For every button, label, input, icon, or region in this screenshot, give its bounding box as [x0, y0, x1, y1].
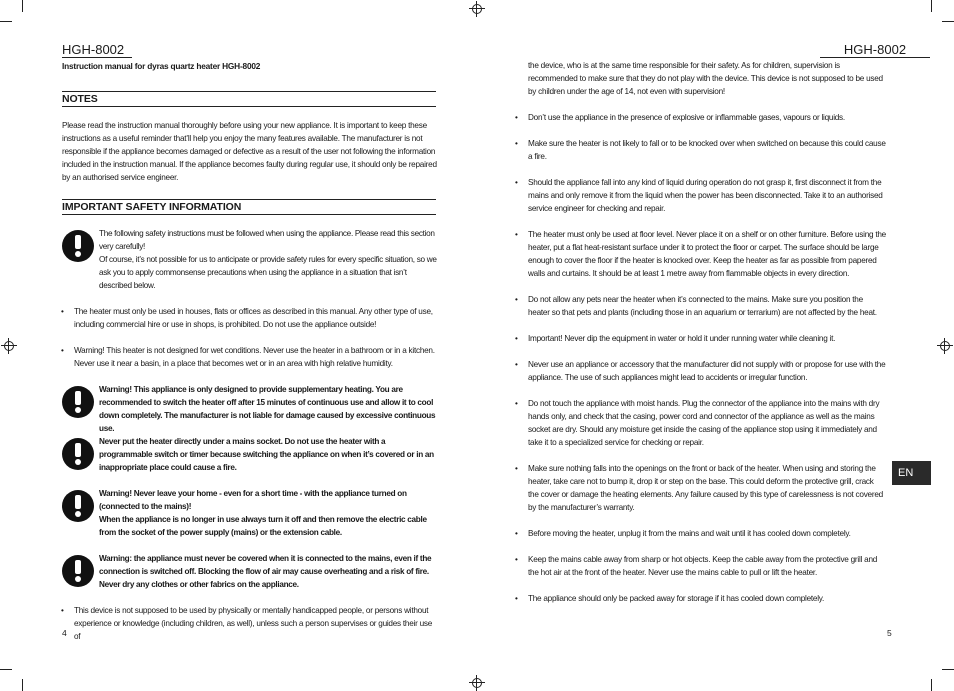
warning-text: Warning! This appliance is only designed to provide supplementary heating. You are recommended to switch the heater off after 15 minutes of continuous use and allow it to cool down completely. The manufacturer is not liable for damage caused by excessive continuous use.	[99, 385, 436, 433]
bullet-text: Never use an appliance or accessory that the manufacturer did not supply with or propose for use with the appliance. The use of such appliances might lead to accidents or irregular function.	[528, 360, 886, 382]
warning-block	[62, 488, 438, 542]
crop-mark	[931, 0, 932, 12]
bullet-text: Do not touch the appliance with moist hands. Plug the connector of the appliance into the mains with dry hands only, and check that the casing, power cord and connector of the appliance as well as the mains socket are dry. Should any moisture get inside the casing of the appliance stop using it immediately and take it to a specialized service for checking or repair.	[528, 399, 880, 447]
bullet-text: The heater must only be used in houses, flats or offices as described in this manual. Any other type of use, including commercial hire or use in shops, is prohibited. Do not use the appliance outside!	[74, 307, 433, 329]
bullet-item: • Make sure nothing falls into the openings on the front or back of the heater. When using and storing the heater, take care not to bump it, drop it or step on the base. This could deform the protective grill, crack the cover or damage the heating elements. Any failure caused by this type of carelessness is not covered by the manufacturer’s warranty.	[515, 464, 883, 512]
notes-heading: NOTES	[62, 91, 436, 107]
registration-mark-icon	[3, 340, 15, 352]
warning-icon	[62, 490, 94, 522]
bullet-text: The heater must only be used at floor level. Never place it on a shelf or on other furniture. Before using the heater, put a flat heat-resistant surface under it to protect the floor or carpet. The surface should be large enough to cover the floor if the heater is knocked over. Keep the heater as far as possible from papered walls and curtains. It should be at least 1 metre away from flammable objects in every direction.	[528, 230, 886, 278]
bullet-text: This device is not supposed to be used by physically or mentally handicapped people, or persons without experience or knowledge (including children, as well), unless such a person supervises or guides their use of	[74, 606, 433, 641]
bullet-item: • Never use an appliance or accessory that the manufacturer did not supply with or propose for use with the appliance. The use of such appliances might lead to accidents or irregular function.	[515, 360, 886, 382]
bullet-item: • The heater must only be used at floor level. Never place it on a shelf or on other furniture. Before using the heater, put a flat heat-resistant surface under it to protect the floor or carpet. The surface should be large enough to cover the floor if the heater is knocked over. Keep the heater as far as possible from papered walls and curtains. It should be at least 1 metre away from flammable objects in every direction.	[515, 230, 886, 278]
bullet-item: • Do not touch the appliance with moist hands. Plug the connector of the appliance into the mains with dry hands only, and check that the casing, power cord and connector of the appliance as well as the mains socket are dry. Should any moisture get inside the casing of the appliance stop using it immediately and take it to a specialized service for checking or repair.	[515, 399, 880, 447]
warning-text: Warning! Never leave your home - even for a short time - with the appliance turned on (connected to the mains)! When the appliance is no longer in use always turn it off and then remove the electric cable from the socket of the power supply (mains) or the extension cable.	[99, 489, 427, 537]
warning-icon	[62, 438, 94, 470]
bullet-item: • Should the appliance fall into any kind of liquid during operation do not grasp it, first disconnect it from the mains and only remove it from the liquid when the power has been disconnected. Take it to an authorised service engineer for checking and repair.	[515, 178, 883, 213]
bullet-item: • Keep the mains cable away from sharp or hot objects. Keep the cable away from the protective grill and the hot air at the front of the heater. Never use the mains cable to pull or lift the heater.	[515, 555, 878, 577]
bullet-text: Warning! This heater is not designed for wet conditions. Never use the heater in a bathroom or in a kitchen. Never use it near a basin, in a place that becomes wet or in an area with high relative humidity.	[74, 346, 435, 368]
bullet-text: Do not allow any pets near the heater when it’s connected to the mains. Make sure you position the heater so that pets and plants (including those in an aquarium or terrarium) are not affected by the heat.	[528, 295, 877, 317]
safety-intro-block	[62, 228, 438, 294]
model-name: HGH-8002	[820, 42, 930, 58]
bullet-item: • Do not allow any pets near the heater when it’s connected to the mains. Make sure you position the heater so that pets and plants (including those in an aquarium or terrarium) are not affected by the heat.	[515, 295, 877, 317]
crop-mark	[942, 21, 954, 22]
safety-intro-text: The following safety instructions must be followed when using the appliance. Please read this section very carefully! Of course, it’s not possible for us to anticipate or provide safety rules for every specific situation, so we ask you to apply commonsense precautions when using the appliance in a situation that isn’t described below.	[99, 229, 437, 290]
registration-mark-icon	[939, 340, 951, 352]
document-subtitle: Instruction manual for dyras quartz heater HGH-8002	[62, 61, 261, 71]
registration-mark-icon	[471, 3, 483, 15]
bullet-text: Keep the mains cable away from sharp or hot objects. Keep the cable away from the protective grill and the hot air at the front of the heater. Never use the mains cable to pull or lift the heater.	[528, 555, 878, 577]
bullet-item: • This device is not supposed to be used by physically or mentally handicapped people, or persons without experience or knowledge (including children, as well), unless such a person supervises or guides their use of	[61, 606, 433, 641]
crop-mark	[22, 679, 23, 691]
bullet-text: Make sure nothing falls into the openings on the front or back of the heater. When using and storing the heater, take care not to bump it, drop it or step on the base. This could deform the protective grill, crack the cover or damage the heating elements. Any failure caused by this type of carelessness is not covered by the manufacturer’s warranty.	[528, 464, 883, 512]
continuation-text: the device, who is at the same time responsible for their safety. As for children, supervision is recommended to make sure that they do not play with the device. This device is not supposed to be used by children under the age of 14, not even with supervision!	[528, 61, 883, 96]
bullet-item: • Make sure the heater is not likely to fall or to be knocked over when switched on because this could cause a fire.	[515, 139, 886, 161]
warning-icon	[62, 555, 94, 587]
bullet-text: Important! Never dip the equipment in water or hold it under running water while cleaning it.	[528, 334, 836, 343]
warning-block	[62, 436, 438, 476]
bullet-text: Make sure the heater is not likely to fall or to be knocked over when switched on because this could cause a fire.	[528, 139, 886, 161]
notes-body: Please read the instruction manual thoroughly before using your new appliance. It is important to keep these instructions as a useful reminder that’ll help you enjoy the many features available. The manufacturer is not responsible if the appliance becomes damaged or defective as a result of the user not following the information included in the instruction manual. If the appliance becomes faulty during regular use, it should only be repaired by an authorised service engineer.	[62, 121, 437, 182]
bullet-item: • Important! Never dip the equipment in water or hold it under running water while cleaning it.	[515, 334, 836, 343]
bullet-item: • Before moving the heater, unplug it from the mains and wait until it has cooled down completely.	[515, 529, 851, 538]
warning-text: Never put the heater directly under a mains socket. Do not use the heater with a programmable switch or timer because switching the appliance on when it’s covered or in an inappropriate place could cause a fire.	[99, 437, 434, 472]
language-tab: EN	[892, 461, 931, 485]
crop-mark	[22, 0, 23, 12]
model-name: HGH-8002	[62, 42, 132, 58]
warning-block	[62, 384, 438, 433]
crop-mark	[942, 669, 954, 670]
warning-icon	[62, 386, 94, 418]
bullet-text: Should the appliance fall into any kind of liquid during operation do not grasp it, first disconnect it from the mains and only remove it from the liquid when the power has been disconnected. Take it to an authorised service engineer for checking and repair.	[528, 178, 883, 213]
page-number: 4	[62, 628, 67, 638]
warning-text: Warning: the appliance must never be covered when it is connected to the mains, even if the connection is switched off. Blocking the flow of air may cause overheating and a risk of fire. Never dry any clothes or other fabrics on the appliance.	[99, 554, 432, 589]
bullet-item: • The appliance should only be packed away for storage if it has cooled down completely.	[515, 594, 825, 603]
warning-block	[62, 553, 438, 593]
page-number: 5	[887, 628, 892, 638]
registration-mark-icon	[471, 677, 483, 689]
crop-mark	[931, 679, 932, 691]
bullet-item: • The heater must only be used in houses, flats or offices as described in this manual. Any other type of use, including commercial hire or use in shops, is prohibited. Do not use the appliance outside!	[61, 307, 433, 329]
bullet-item: • Don’t use the appliance in the presence of explosive or inflammable gases, vapours or liquids.	[515, 113, 845, 122]
bullet-text: The appliance should only be packed away for storage if it has cooled down completely.	[528, 594, 825, 603]
safety-heading: IMPORTANT SAFETY INFORMATION	[62, 199, 436, 215]
bullet-item: • Warning! This heater is not designed for wet conditions. Never use the heater in a bathroom or in a kitchen. Never use it near a basin, in a place that becomes wet or in an area with high relative humidity.	[61, 346, 435, 368]
bullet-text: Before moving the heater, unplug it from the mains and wait until it has cooled down completely.	[528, 529, 851, 538]
crop-mark	[0, 21, 12, 22]
crop-mark	[0, 669, 12, 670]
warning-icon	[62, 230, 94, 262]
bullet-text: Don’t use the appliance in the presence of explosive or inflammable gases, vapours or liquids.	[528, 113, 845, 122]
